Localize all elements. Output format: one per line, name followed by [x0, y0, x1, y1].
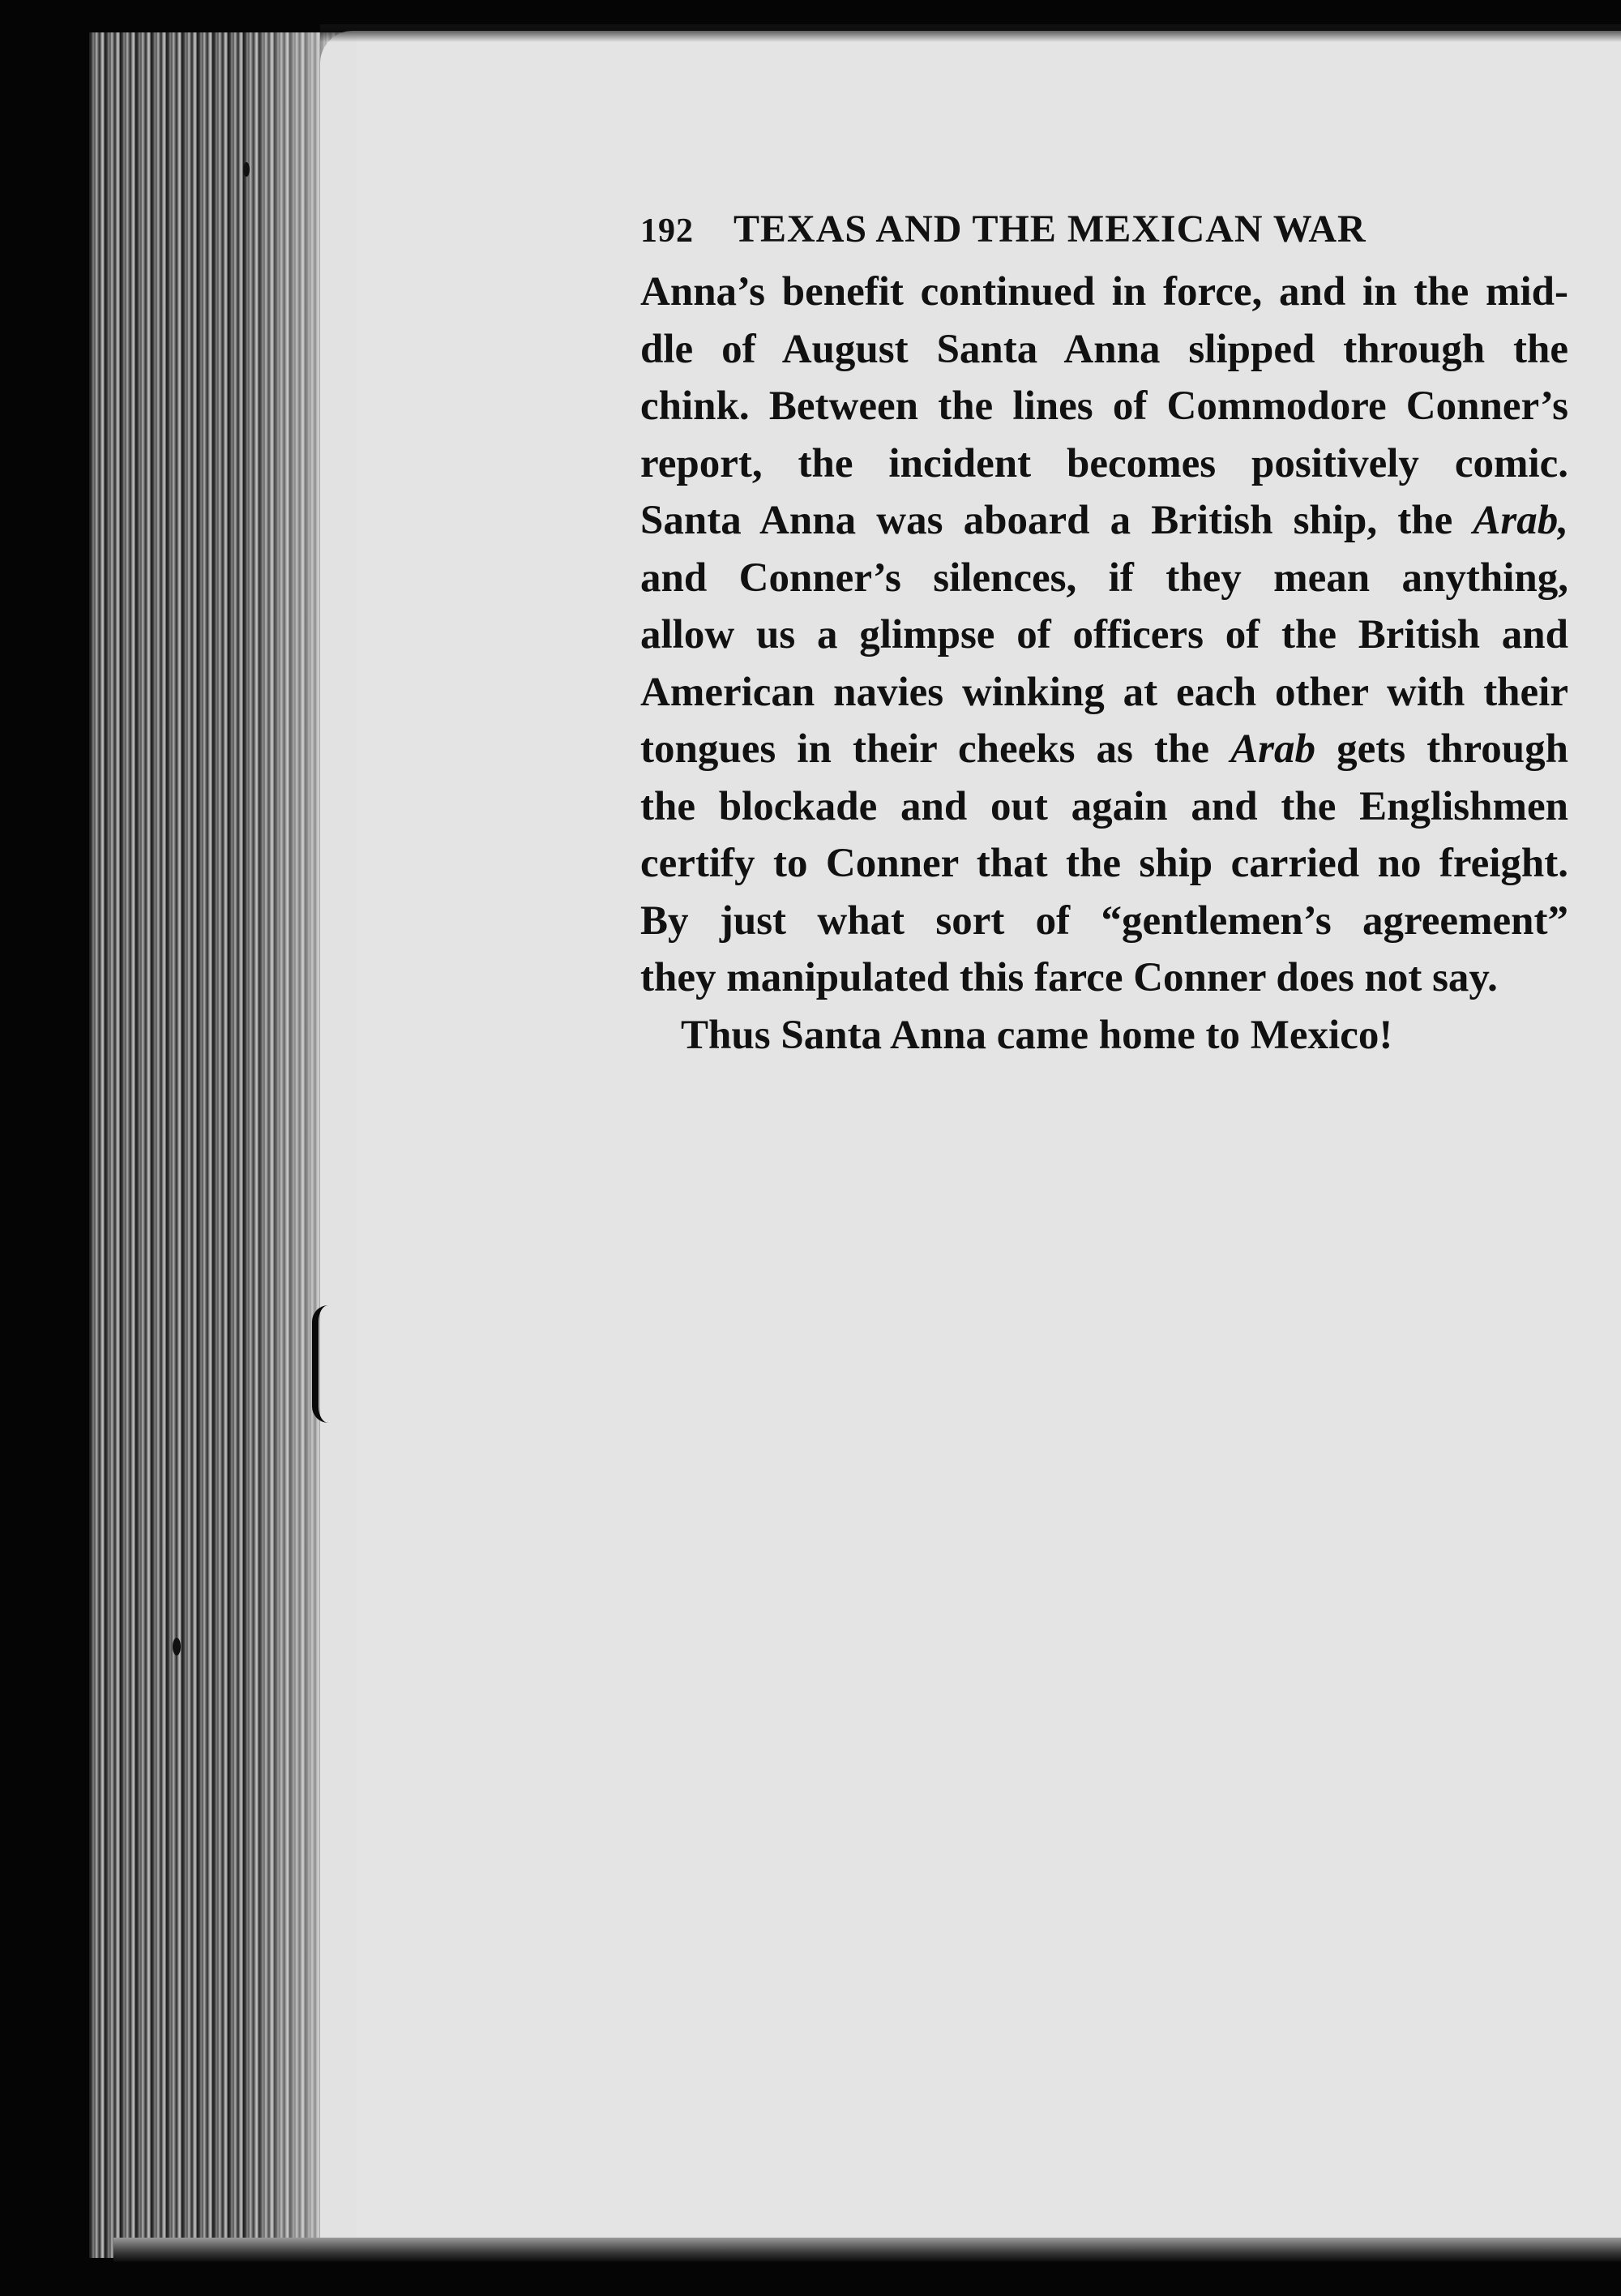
- text-segment: Santa Anna was aboard a British ship, the: [640, 498, 1453, 543]
- text-line-final: Thus Santa Anna came home to Mexico!: [681, 1012, 1393, 1058]
- text-segment: tongues in their cheeks as the: [640, 726, 1209, 772]
- page-gutter-shading: [243, 32, 357, 2258]
- running-head: [640, 207, 1568, 263]
- text-line: chink. Between the lines of Commodore Conner’s: [640, 383, 1568, 429]
- text-line: and Conner’s silences, if they mean anything,: [640, 555, 1568, 601]
- text-segment: gets through: [1337, 726, 1568, 772]
- text-line: [640, 492, 1568, 550]
- text-line: Anna’s benefit continued in force, and in the mid-: [640, 269, 1568, 315]
- text-line: report, the incident becomes positively comic.: [640, 440, 1568, 486]
- text-line: the blockade and out again and the Englishmen: [640, 783, 1568, 829]
- scan-speck: [243, 162, 250, 177]
- text-line: By just what sort of “gentlemen’s agreement”: [640, 897, 1568, 944]
- text-line: [640, 721, 1568, 778]
- page-top-shadow: [320, 24, 1621, 42]
- page-number: 192: [640, 212, 694, 250]
- text-line: they manipulated this farce Conner does not say.: [640, 955, 1498, 1000]
- ship-name-italic: Arab,: [1473, 498, 1568, 543]
- text-line: certify to Conner that the ship carried no freight.: [640, 841, 1568, 886]
- text-line: American navies winking at each other with their: [640, 669, 1568, 715]
- running-title: TEXAS AND THE MEXICAN WAR: [734, 208, 1367, 251]
- text-line: dle of August Santa Anna slipped through the: [640, 326, 1568, 372]
- page-text: [640, 207, 1568, 1064]
- binding-mark: [312, 1305, 328, 1423]
- page-bottom-edge: [113, 2238, 1621, 2262]
- ship-name-italic: Arab: [1230, 726, 1315, 772]
- scan-speck: [173, 1638, 181, 1656]
- text-line: allow us a glimpse of officers of the British and: [640, 612, 1568, 658]
